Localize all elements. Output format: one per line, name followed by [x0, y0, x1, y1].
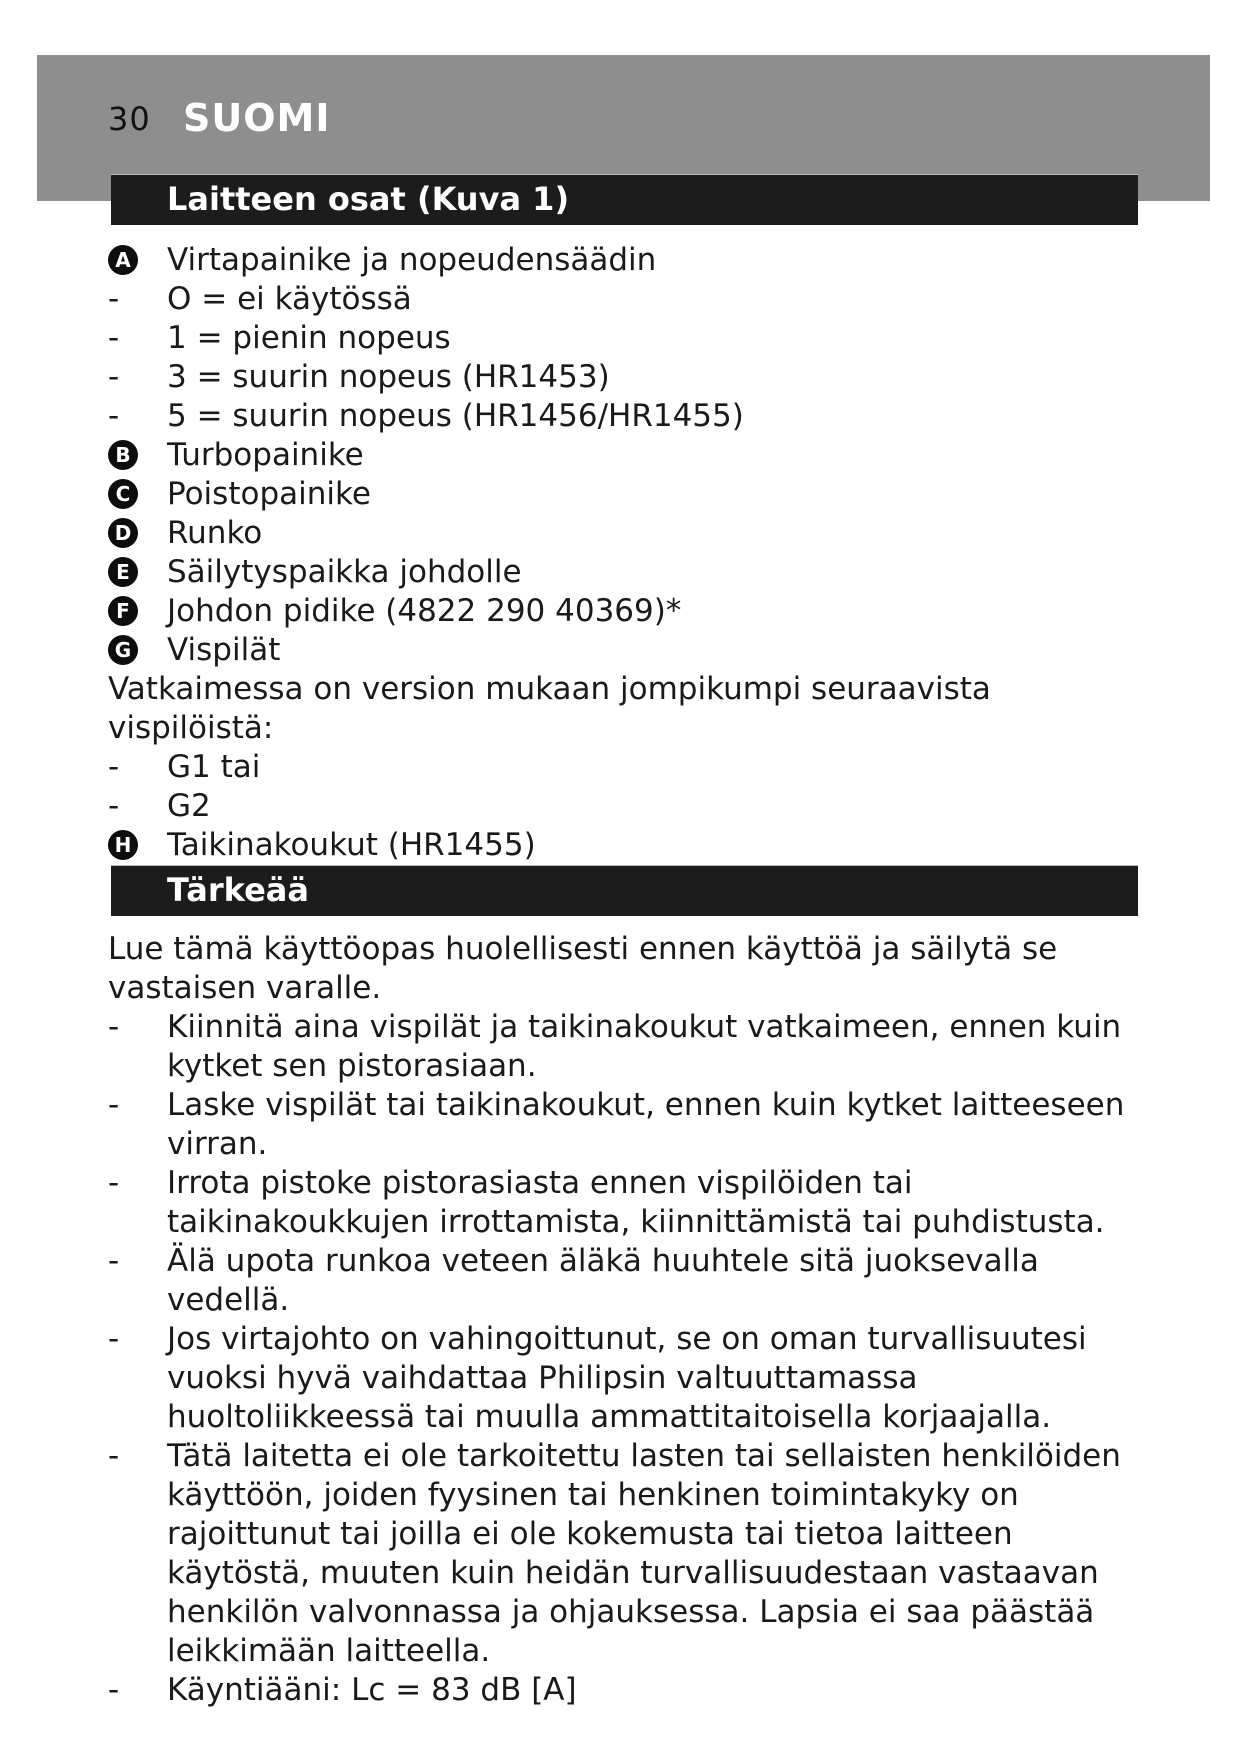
warning-item	[108, 1320, 1148, 1437]
warning-text: Irrota pistoke pistorasiasta ennen vispilöiden tai taikinakoukkujen irrottamista, kiinnittämistä tai puhdistusta.	[167, 1165, 1105, 1240]
part-item-d	[108, 514, 1148, 553]
part-text: Säilytyspaikka johdolle	[167, 554, 522, 590]
warning-text: Kiinnitä aina vispilät ja taikinakoukut vatkaimeen, ennen kuin kytket sen pistorasiaan.	[167, 1009, 1122, 1084]
sub-item	[108, 280, 1148, 319]
part-text: Turbopainike	[167, 437, 364, 473]
part-text: Runko	[167, 515, 263, 551]
sub-item-text: 1 = pienin nopeus	[167, 320, 451, 356]
warning-item	[108, 1164, 1148, 1242]
letter-d-badge: D	[108, 518, 138, 548]
part-item-g	[108, 631, 1148, 670]
warning-text: Tätä laitetta ei ole tarkoitettu lasten tai sellaisten henkilöiden käyttöön, joiden fyysinen tai henkinen toimintakyky on rajoittunut tai joilla ei ole kokemusta tai tietoa laitteen käytöstä, muuten kuin heidän turvallisuudestaan vastaavan henkilön valvonnassa ja ohjauksessa. Lapsia ei saa päästää leikkimään laitteella.	[167, 1438, 1121, 1669]
dash-bullet: -	[108, 1087, 120, 1123]
letter-e-badge: E	[108, 557, 138, 587]
letter-h-badge: H	[108, 830, 138, 860]
dash-bullet: -	[108, 398, 120, 434]
warning-text: Laske vispilät tai taikinakoukut, ennen kuin kytket laitteeseen virran.	[167, 1087, 1125, 1162]
section-header-parts	[111, 174, 1138, 225]
letter-b-badge: B	[108, 440, 138, 470]
sub-item	[108, 748, 1148, 787]
part-item-e	[108, 553, 1148, 592]
section-title-parts: Laitteen osat (Kuva 1)	[167, 180, 570, 218]
sub-item-text: O = ei käytössä	[167, 281, 412, 317]
dash-bullet: -	[108, 788, 120, 824]
dash-bullet: -	[108, 1438, 120, 1474]
part-text: Poistopainike	[167, 476, 371, 512]
dash-bullet: -	[108, 1243, 120, 1279]
language-title: SUOMI	[183, 96, 331, 140]
part-text: Taikinakoukut (HR1455)	[167, 827, 536, 863]
dash-bullet: -	[108, 749, 120, 785]
parts-list	[108, 241, 1148, 865]
warning-item	[108, 1242, 1148, 1320]
sub-item	[108, 787, 1148, 826]
sub-item	[108, 358, 1148, 397]
warning-item	[108, 1086, 1148, 1164]
warning-item	[108, 1437, 1148, 1671]
section-title-important: Tärkeää	[167, 871, 309, 909]
dash-bullet: -	[108, 320, 120, 356]
dash-bullet: -	[108, 1009, 120, 1045]
sub-item-text: 3 = suurin nopeus (HR1453)	[167, 359, 610, 395]
sub-item	[108, 397, 1148, 436]
intro-paragraph: Lue tämä käyttöopas huolellisesti ennen käyttöä ja säilytä se vastaisen varalle.	[108, 931, 1058, 1006]
page-number: 30	[108, 100, 151, 138]
part-text: Virtapainike ja nopeudensäädin	[167, 242, 657, 278]
warning-item	[108, 1671, 1148, 1710]
letter-g-badge: G	[108, 635, 138, 665]
important-list	[108, 930, 1148, 1710]
part-text: Johdon pidike (4822 290 40369)*	[167, 593, 682, 629]
letter-c-badge: C	[108, 479, 138, 509]
part-item-c	[108, 475, 1148, 514]
part-item-b	[108, 436, 1148, 475]
sub-item-text: 5 = suurin nopeus (HR1456/HR1455)	[167, 398, 744, 434]
letter-f-badge: F	[108, 596, 138, 626]
sub-item	[108, 319, 1148, 358]
part-item-h	[108, 826, 1148, 865]
section-header-important	[111, 865, 1138, 916]
dash-bullet: -	[108, 1672, 120, 1708]
sub-item-text: G2	[167, 788, 211, 824]
sub-item-text: G1 tai	[167, 749, 261, 785]
letter-a-badge: A	[108, 245, 138, 275]
part-item-f	[108, 592, 1148, 631]
part-note: Vatkaimessa on version mukaan jompikumpi seuraavista vispilöistä:	[108, 671, 991, 746]
dash-bullet: -	[108, 281, 120, 317]
warning-text: Jos virtajohto on vahingoittunut, se on oman turvallisuutesi vuoksi hyvä vaihdattaa Philipsin valtuuttamassa huoltoliikkeessä tai muulla ammattitaitoisella korjaajalla.	[167, 1321, 1087, 1435]
warning-item	[108, 1008, 1148, 1086]
warning-text: Käyntiääni: Lc = 83 dB [A]	[167, 1672, 577, 1708]
dash-bullet: -	[108, 1165, 120, 1201]
dash-bullet: -	[108, 1321, 120, 1357]
warning-text: Älä upota runkoa veteen äläkä huuhtele sitä juoksevalla vedellä.	[167, 1243, 1039, 1318]
part-item-a	[108, 241, 1148, 280]
part-text: Vispilät	[167, 632, 281, 668]
dash-bullet: -	[108, 359, 120, 395]
